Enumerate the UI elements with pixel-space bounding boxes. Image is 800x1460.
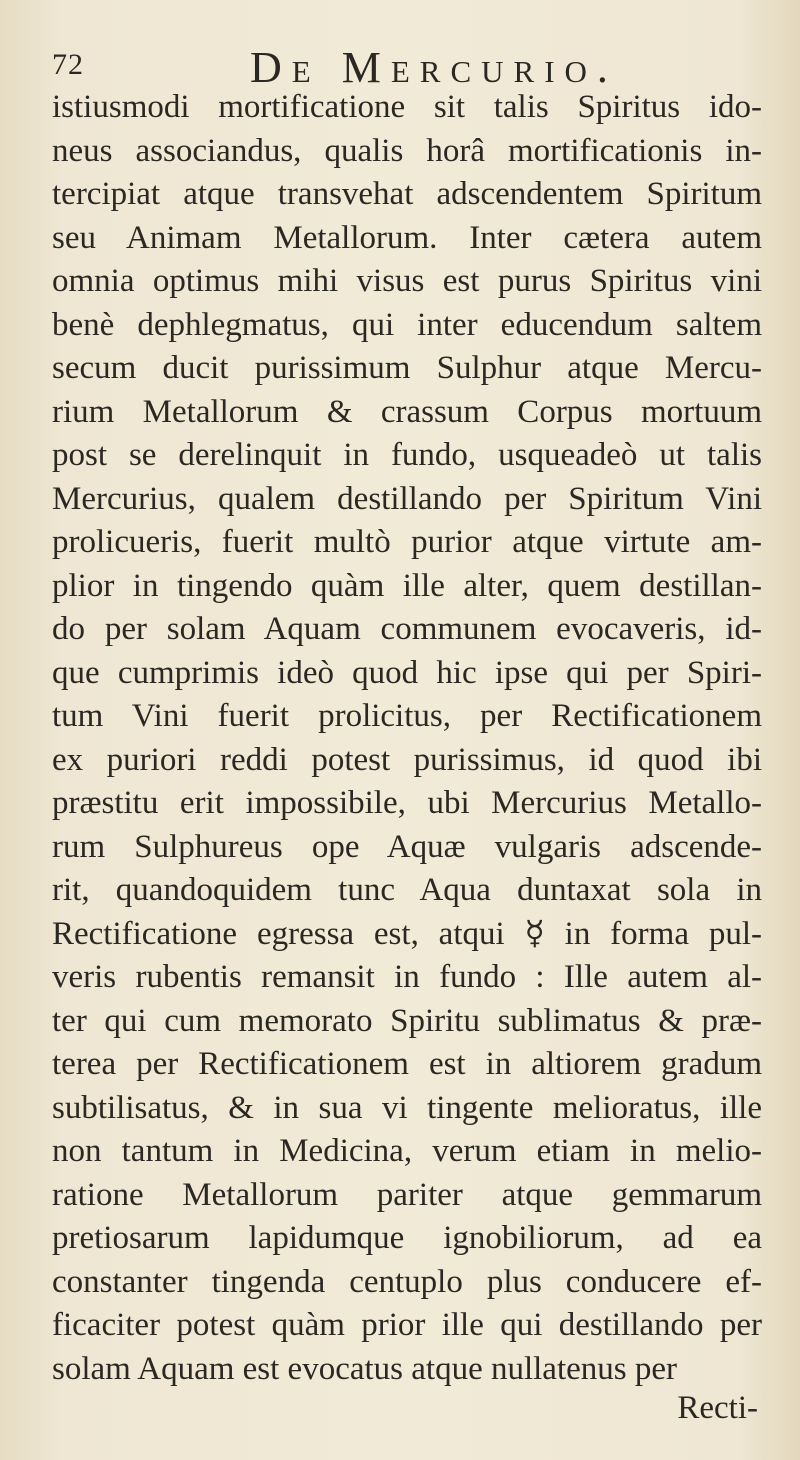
text-line: que cumprimis ideò quod hic ipse qui per Spiri- bbox=[52, 654, 762, 691]
text-line: rit, quandoquidem tunc Aqua duntaxat sola in bbox=[52, 872, 762, 908]
text-line: Mercurius, qualem destillando per Spiritum Vini bbox=[52, 480, 762, 517]
body-text bbox=[52, 86, 762, 1391]
text-line: ficaciter potest quàm prior ille qui destillando per bbox=[52, 1307, 762, 1343]
text-line: non tantum in Medicina, verum etiam in melio- bbox=[52, 1133, 762, 1169]
text-line: do per solam Aquam communem evocaveris, id- bbox=[52, 611, 762, 647]
text-line: Rectificatione egressa est, atqui ☿ in forma pul- bbox=[52, 915, 762, 952]
text-line: constanter tingenda centuplo plus conducere ef- bbox=[52, 1263, 762, 1300]
text-line: plior in tingendo quàm ille alter, quem destillan- bbox=[52, 567, 762, 604]
catchword: Recti- bbox=[677, 1390, 758, 1426]
text-line: solam Aquam est evocatus atque nullatenus per bbox=[52, 1350, 678, 1387]
text-line: seu Animam Metallorum. Inter cætera autem bbox=[52, 219, 762, 256]
text-line: prolicueris, fuerit multò purior atque virtute am- bbox=[52, 524, 762, 560]
text-line: benè dephlegmatus, qui inter educendum saltem bbox=[52, 306, 762, 343]
text-line: ratione Metallorum pariter atque gemmarum bbox=[52, 1176, 762, 1213]
page-number: 72 bbox=[52, 48, 84, 81]
text-line: omnia optimus mihi visus est purus Spiritus vini bbox=[52, 263, 762, 299]
running-title: De Mercurio. bbox=[250, 43, 618, 92]
text-line: rum Sulphureus ope Aquæ vulgaris adscende- bbox=[52, 828, 762, 865]
text-line: terea per Rectificationem est in altiorem gradum bbox=[52, 1046, 762, 1082]
text-line: secum ducit purissimum Sulphur atque Mercu- bbox=[52, 350, 762, 386]
text-line: post se derelinquit in fundo, usqueadeò ut talis bbox=[52, 437, 762, 473]
text-line: veris rubentis remansit in fundo : Ille autem al- bbox=[52, 959, 762, 995]
text-line: præstitu erit impossibile, ubi Mercurius Metallo- bbox=[52, 785, 762, 821]
page-header bbox=[52, 42, 752, 90]
text-line: subtilisatus, & in sua vi tingente melioratus, ille bbox=[52, 1089, 762, 1126]
text-line: tercipiat atque transvehat adscendentem Spiritum bbox=[52, 176, 762, 212]
text-line: rium Metallorum & crassum Corpus mortuum bbox=[52, 393, 762, 430]
text-line: istiusmodi mortificatione sit talis Spiritus ido- bbox=[52, 89, 762, 125]
text-line: tum Vini fuerit prolicitus, per Rectificationem bbox=[52, 698, 762, 734]
text-line: ter qui cum memorato Spiritu sublimatus & præ- bbox=[52, 1002, 762, 1039]
text-line: ex puriori reddi potest purissimus, id quod ibi bbox=[52, 741, 762, 778]
text-line: pretiosarum lapidumque ignobiliorum, ad ea bbox=[52, 1220, 762, 1256]
text-line: neus associandus, qualis horâ mortificationis in- bbox=[52, 132, 762, 169]
